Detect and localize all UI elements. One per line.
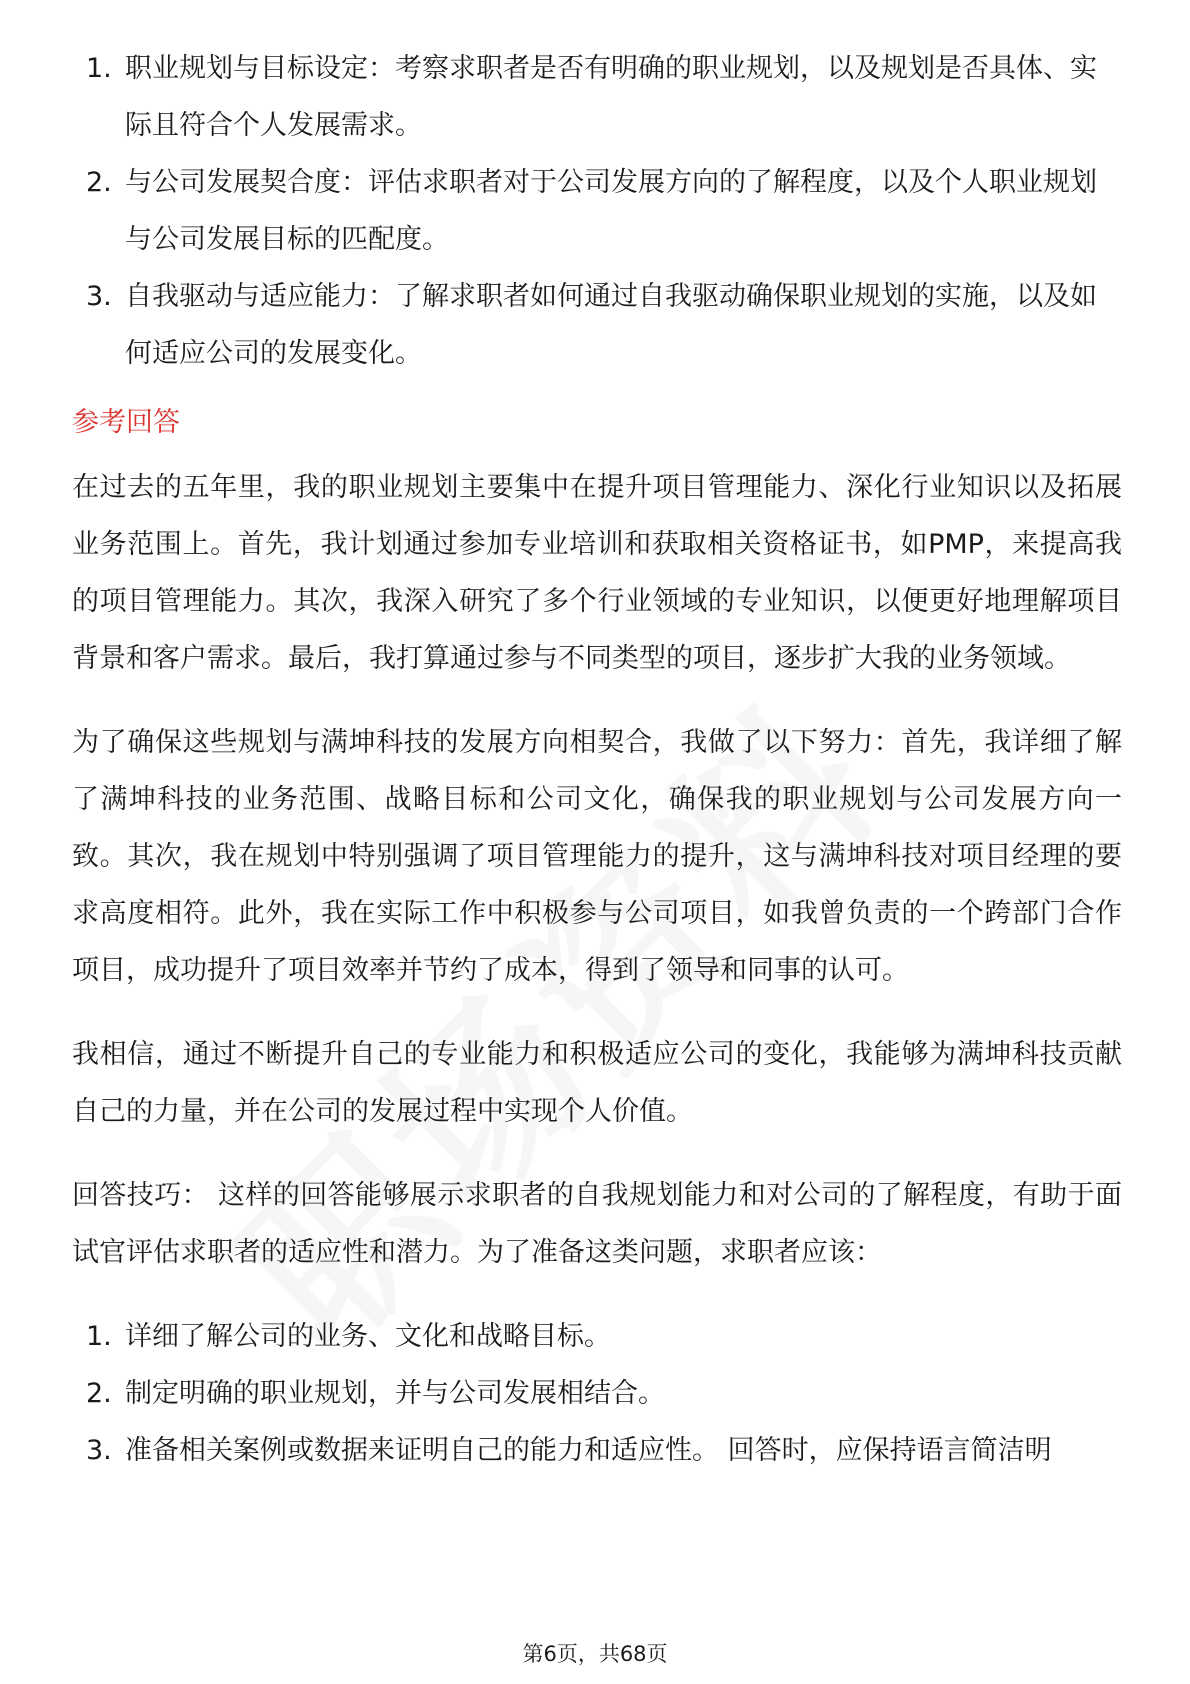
list-number: 3.	[86, 1435, 112, 1466]
list-item	[72, 40, 1122, 154]
section-title: 参考回答	[72, 407, 180, 438]
tips-list	[72, 1308, 1122, 1479]
list-item-text: 准备相关案例或数据来证明自己的能力和适应性。 回答时，应保持语言简洁明	[125, 1435, 1052, 1466]
answer-paragraph: 为了确保这些规划与满坤科技的发展方向相契合，我做了以下努力：首先，我详细了解了满坤科技的业务范围、战略目标和公司文化，确保我的职业规划与公司发展方向一致。其次，我在规划中特别强调了项目管理能力的提升，这与满坤科技对项目经理的要求高度相符。此外，我在实际工作中积极参与公司项目，如我曾负责的一个跨部门合作项目，成功提升了项目效率并节约了成本，得到了领导和同事的认可。	[72, 727, 1122, 986]
page-content	[72, 40, 1122, 1479]
list-number: 2.	[86, 167, 112, 198]
list-item-text: 职业规划与目标设定：考察求职者是否有明确的职业规划，以及规划是否具体、实际且符合个人发展需求。	[125, 53, 1097, 141]
list-item-text: 制定明确的职业规划，并与公司发展相结合。	[125, 1378, 665, 1409]
answer-paragraph: 在过去的五年里，我的职业规划主要集中在提升项目管理能力、深化行业知识以及拓展业务范围上。首先，我计划通过参加专业培训和获取相关资格证书，如PMP，来提高我的项目管理能力。其次，我深入研究了多个行业领域的专业知识，以便更好地理解项目背景和客户需求。最后，我打算通过参与不同类型的项目，逐步扩大我的业务领域。	[72, 472, 1122, 674]
list-item-text: 详细了解公司的业务、文化和战略目标。	[125, 1321, 611, 1352]
list-item	[72, 1422, 1122, 1479]
list-number: 1.	[86, 1321, 112, 1352]
list-number: 3.	[86, 281, 112, 312]
answer-paragraph: 我相信，通过不断提升自己的专业能力和积极适应公司的变化，我能够为满坤科技贡献自己的力量，并在公司的发展过程中实现个人价值。	[72, 1039, 1122, 1127]
tips-paragraph: 回答技巧： 这样的回答能够展示求职者的自我规划能力和对公司的了解程度，有助于面试官评估求职者的适应性和潜力。为了准备这类问题，求职者应该：	[72, 1180, 1122, 1268]
list-item	[72, 154, 1122, 268]
list-item	[72, 268, 1122, 382]
criteria-list	[72, 40, 1122, 382]
list-item-text: 与公司发展契合度：评估求职者对于公司发展方向的了解程度，以及个人职业规划与公司发展目标的匹配度。	[125, 167, 1097, 255]
page-footer: 第6页，共68页	[522, 1642, 668, 1666]
list-item	[72, 1365, 1122, 1422]
list-item	[72, 1308, 1122, 1365]
list-number: 1.	[86, 53, 112, 84]
list-item-text: 自我驱动与适应能力：了解求职者如何通过自我驱动确保职业规划的实施，以及如何适应公司的发展变化。	[125, 281, 1097, 369]
list-number: 2.	[86, 1378, 112, 1409]
